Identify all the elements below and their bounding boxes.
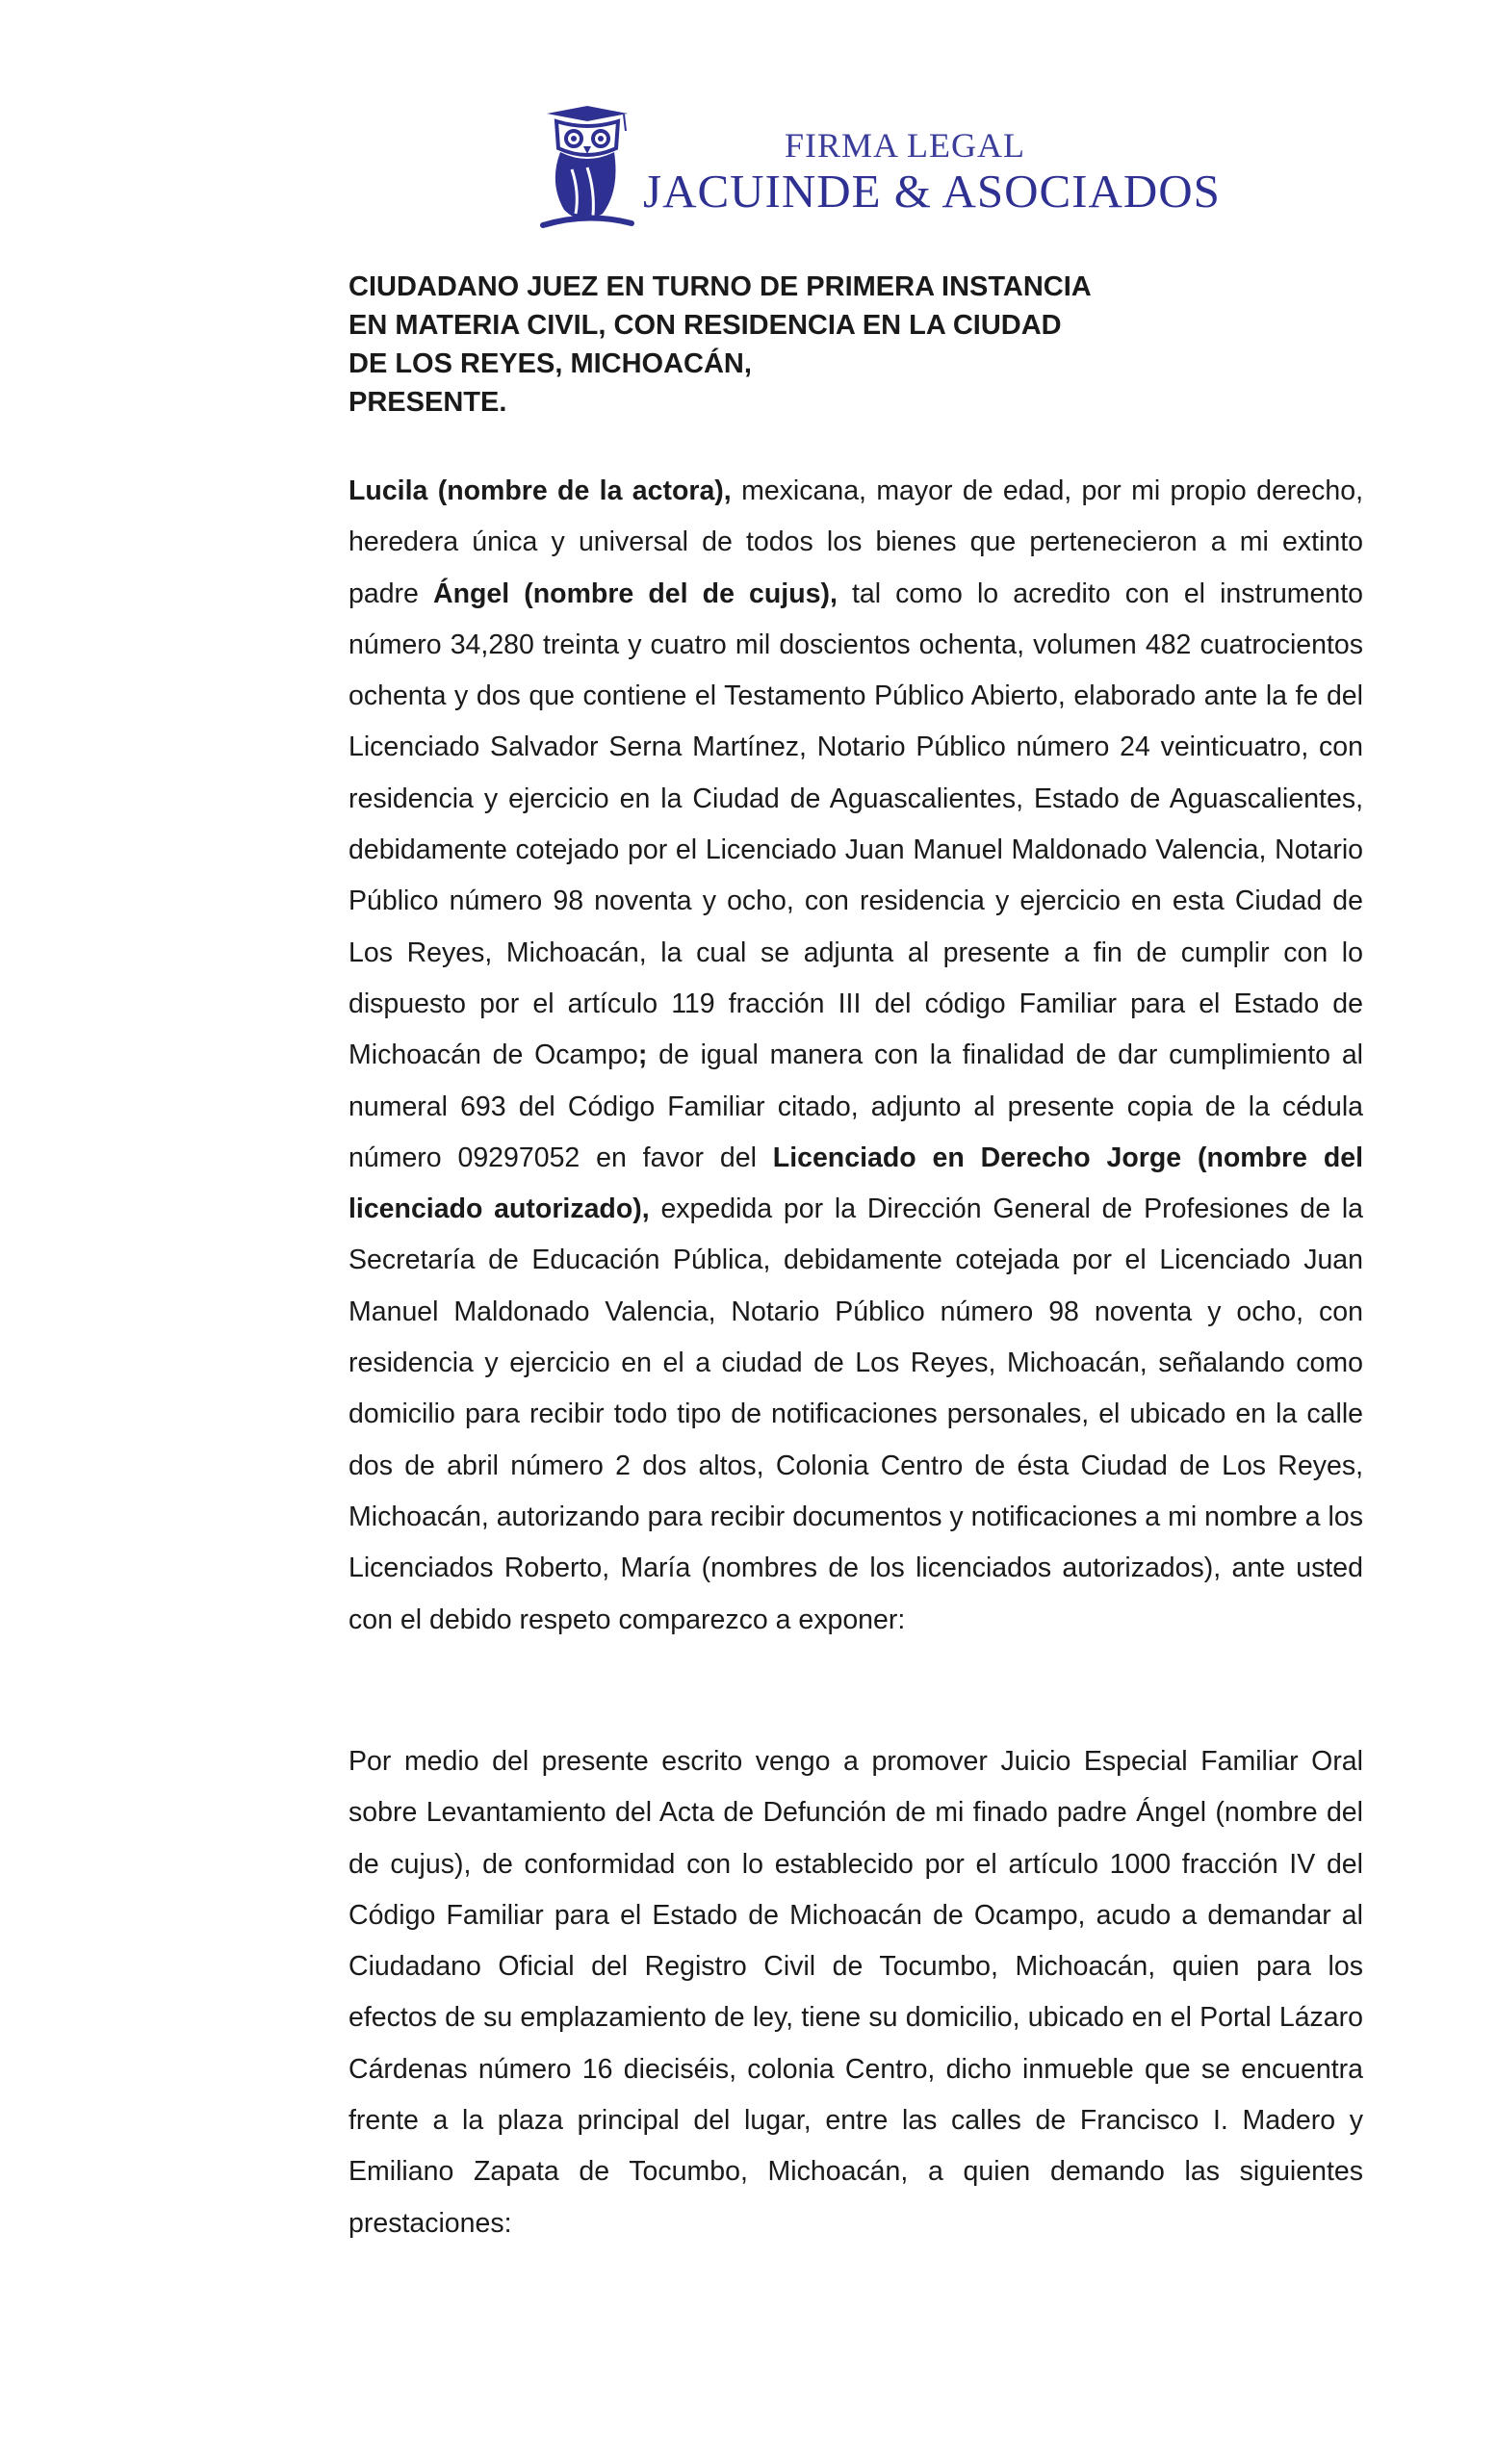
claim-paragraph: Por medio del presente escrito vengo a promover Juicio Especial Familiar Oral sobre Levantamiento del Acta de Defunción de mi finado padre Ángel (nombre del de cujus), de conformidad con lo establecido por el artículo 1000 fracción IV del Código Familiar para el Estado de Michoacán de Ocampo, acudo a demandar al Ciudadano Oficial del Registro Civil de Tocumbo, Michoacán, quien para los efectos de su emplazamiento de ley, tiene su domicilio, ubicado en el Portal Lázaro Cárdenas número 16 dieciséis, colonia Centro, dicho inmueble que se encuentra frente a la plaza principal del lugar, entre las calles de Francisco I. Madero y Emiliano Zapata de Tocumbo, Michoacán, a quien demando las siguientes prestaciones:: [348, 1746, 1363, 2239]
paragraph-text: de igual manera con la finalidad de dar cumplimiento al numeral 693 del Código Familiar citado, adjunto al presente copia de la cédula número 09297052 en favor del: [348, 1040, 1363, 1173]
plaintiff-name: Lucila (nombre de la actora),: [348, 475, 732, 506]
paragraph-text: tal como lo acredito con el instrumento número 34,280 treinta y cuatro mil doscientos ochenta, volumen 482 cuatrocientos ochenta y dos que contiene el Testamento Público Abierto, elaborado ante la fe del Licenciado Salvador Serna Martínez, Notario Público número 24 veinticuatro, con residencia y ejercicio en la Ciudad de Aguascalientes, Estado de Aguascalientes, debidamente cotejado por el Licenciado Juan Manuel Maldonado Valencia, Notario Público número 98 noventa y ocho, con residencia y ejercicio en esta Ciudad de Los Reyes, Michoacán, la cual se adjunta al presente a fin de cumplir con lo dispuesto por el artículo 119 fracción III del código Familiar para el Estado de Michoacán de Ocampo: [348, 578, 1364, 1071]
addressee-line: PRESENTE.: [348, 387, 507, 418]
logo-title: JACUINDE & ASOCIADOS: [643, 165, 1221, 218]
semicolon: ;: [637, 1040, 648, 1071]
deceased-name: Ángel (nombre del de cujus),: [433, 578, 838, 609]
paragraph-text: mexicana, mayor de edad, por mi propio derecho, heredera única y universal de todos los bienes que pertenecieron a mi extinto padre: [348, 475, 1364, 609]
addressee-line: CIUDADANO JUEZ EN TURNO DE PRIMERA INSTANCIA: [348, 271, 1092, 302]
addressee-block: [348, 268, 1092, 422]
addressee-line: DE LOS REYES, MICHOACÁN,: [348, 348, 752, 379]
paragraph-text: expedida por la Dirección General de Profesiones de la Secretaría de Educación Pública, debidamente cotejada por el Licenciado Juan Manuel Maldonado Valencia, Notario Público número 98 noventa y ocho, con residencia y ejercicio en el a ciudad de Los Reyes, Michoacán, señalando como domicilio para recibir todo tipo de notificaciones personales, el ubicado en la calle dos de abril número 2 dos altos, Colonia Centro de ésta Ciudad de Los Reyes, Michoacán, autorizando para recibir documentos y notificaciones a mi nombre a los Licenciados Roberto, María (nombres de los licenciados autorizados), ante usted con el debido respeto comparezco a exponer:: [348, 1194, 1364, 1635]
owl-icon: [539, 106, 635, 236]
intro-paragraph: [348, 466, 1363, 1646]
attorney-name: Licenciado en Derecho Jorge (nombre del licenciado autorizado),: [348, 1142, 1363, 1225]
logo-subtitle: FIRMA LEGAL: [785, 126, 1026, 165]
firm-logo: [539, 106, 1232, 236]
addressee-line: EN MATERIA CIVIL, CON RESIDENCIA EN LA CIUDAD: [348, 310, 1062, 341]
